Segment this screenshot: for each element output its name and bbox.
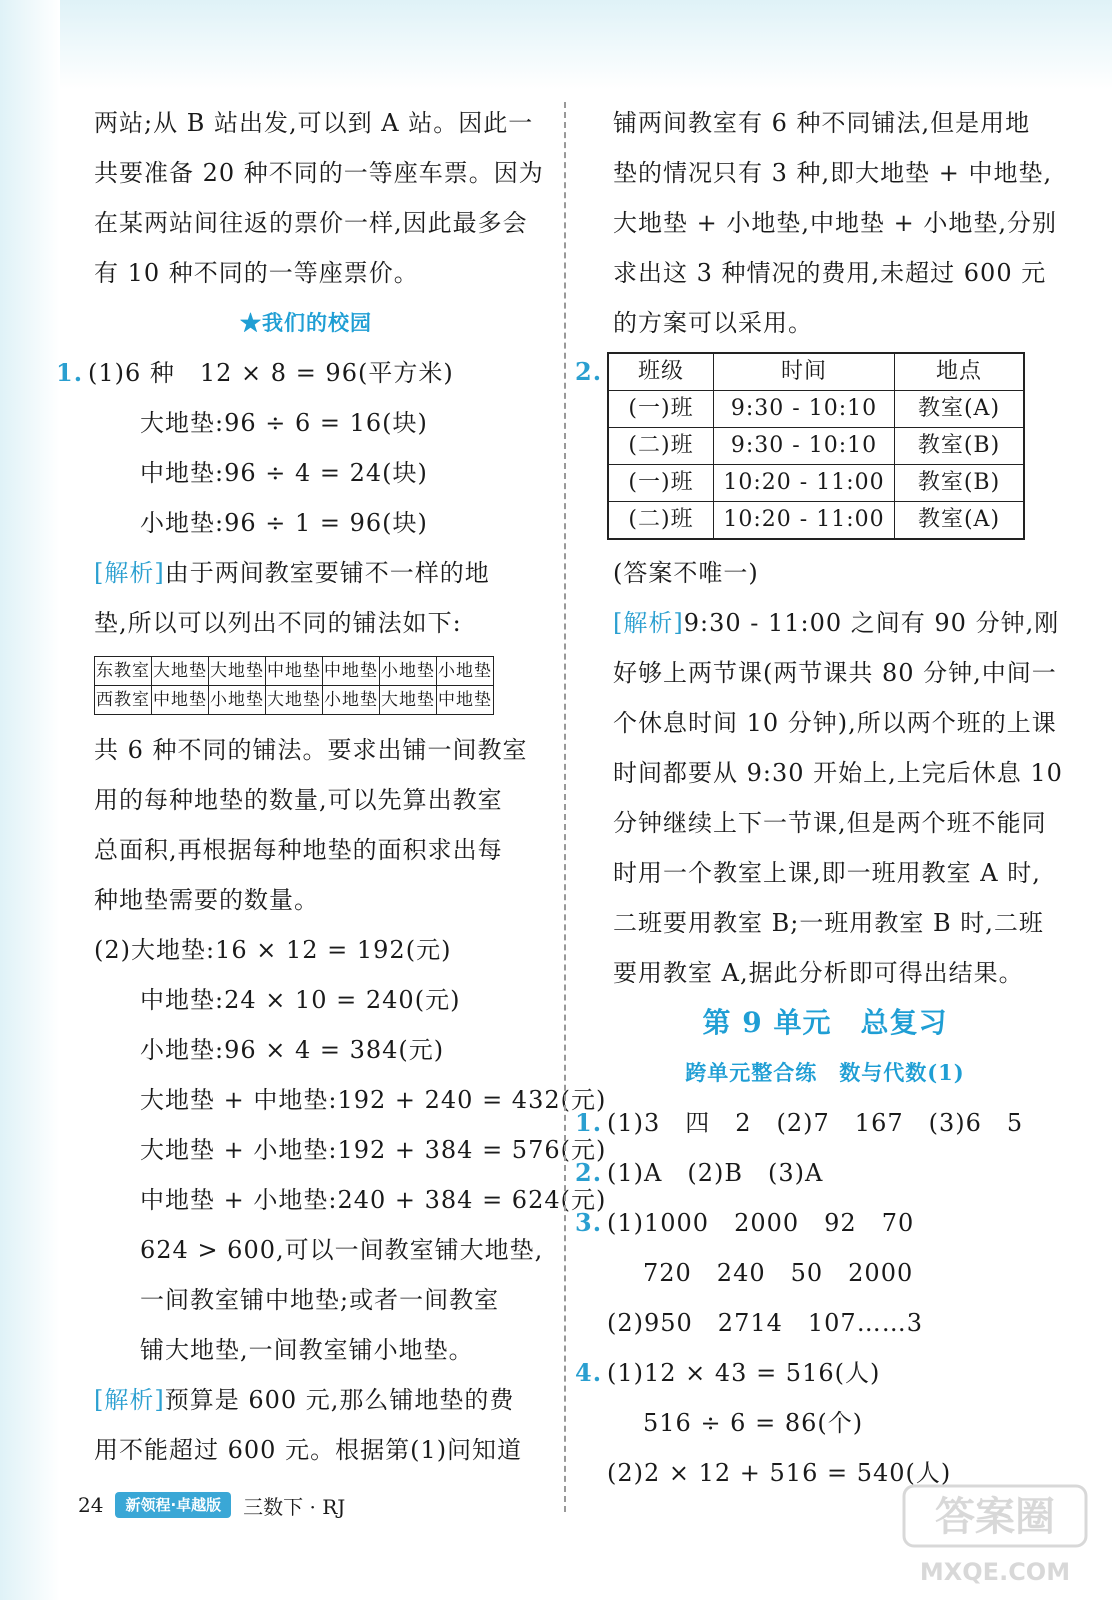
answer-line: (1)12 × 43 = 516(人): [607, 1359, 881, 1387]
table-cell: 10:20 - 11:00: [714, 465, 895, 502]
table-cell: 9:30 - 10:10: [714, 428, 895, 465]
text-line: 求出这 3 种情况的费用,未超过 600 元: [613, 259, 1047, 287]
calc-line: 大地垫 + 中地垫:192 + 240 = 432(元): [140, 1086, 607, 1114]
table-cell: (一)班: [608, 391, 714, 428]
text-line: 共 6 种不同的铺法。要求出铺一间教室: [94, 736, 528, 764]
calc-line: 中地垫:24 × 10 = 240(元): [140, 986, 461, 1014]
table-cell: 小地垫: [323, 686, 380, 715]
question-number: 4.: [575, 1358, 603, 1387]
right-column: [575, 98, 1075, 1498]
left-color-band: [0, 0, 60, 1600]
text-line: 铺两间教室有 6 种不同铺法,但是用地: [613, 109, 1031, 137]
text-line: 总面积,再根据每种地垫的面积求出每: [94, 836, 503, 864]
analysis-text: 用不能超过 600 元。根据第(1)问知道: [94, 1436, 523, 1464]
conclusion-line: 一间教室铺中地垫;或者一间教室: [140, 1286, 500, 1314]
table-row: [608, 502, 1024, 540]
answer-line: (1)3 四 2 (2)7 167 (3)6 5: [607, 1109, 1024, 1137]
text-line: 的方案可以采用。: [613, 309, 813, 337]
table-row: [608, 428, 1024, 465]
table-cell: 10:20 - 11:00: [714, 502, 895, 540]
table-row: [95, 686, 494, 715]
text-line: 在某两站间往返的票价一样,因此最多会: [94, 209, 528, 237]
answer-line: (1)A (2)B (3)A: [607, 1159, 824, 1187]
question-number: 1.: [56, 358, 84, 387]
table-cell: 教室(A): [895, 391, 1025, 428]
watermark-text-top: 答案圈: [935, 1494, 1055, 1540]
calc-line: 中地垫:96 ÷ 4 = 24(块): [140, 459, 428, 487]
page-footer: [78, 1490, 345, 1520]
table-cell: 小地垫: [437, 657, 494, 686]
table-row: [608, 391, 1024, 428]
analysis-text: 由于两间教室要铺不一样的地: [164, 559, 490, 587]
table-cell: 中地垫: [323, 657, 380, 686]
analysis-text: 垫,所以可以列出不同的铺法如下:: [94, 609, 462, 637]
table-cell: 教室(A): [895, 502, 1025, 540]
calc-line: 大地垫:96 ÷ 6 = 16(块): [140, 409, 428, 437]
table-row: [95, 657, 494, 686]
answer-line: (2)2 × 12 + 516 = 540(人): [607, 1459, 952, 1487]
page-number: 24: [78, 1493, 104, 1517]
conclusion-line: 铺大地垫,一间教室铺小地垫。: [140, 1336, 474, 1364]
table-header: 地点: [895, 353, 1025, 391]
analysis-text: 时用一个教室上课,即一班用教室 A 时,: [613, 859, 1041, 887]
grade-label: 三数下 · RJ: [243, 1494, 346, 1519]
table-cell: 大地垫: [380, 686, 437, 715]
top-color-band: [0, 0, 1112, 90]
table-cell: 西教室: [95, 686, 152, 715]
text-line: 有 10 种不同的一等座票价。: [94, 259, 419, 287]
table-cell: 中地垫: [266, 657, 323, 686]
calc-line: 大地垫 + 小地垫:192 + 384 = 576(元): [140, 1136, 607, 1164]
table-cell: 中地垫: [437, 686, 494, 715]
table-cell: 东教室: [95, 657, 152, 686]
unit-title: 第 9 单元 总复习: [702, 1006, 948, 1039]
column-divider: [564, 102, 566, 1512]
class-schedule-table: [607, 352, 1025, 540]
left-column: [56, 98, 607, 1475]
text-line: 垫的情况只有 3 种,即大地垫 + 中地垫,: [613, 159, 1053, 187]
text-line: 两站;从 B 站出发,可以到 A 站。因此一: [94, 109, 534, 137]
question-number: 1.: [575, 1108, 603, 1137]
analysis-text: 预算是 600 元,那么铺地垫的费: [164, 1386, 515, 1414]
calc-line: 小地垫:96 × 4 = 384(元): [140, 1036, 445, 1064]
table-header: 时间: [714, 353, 895, 391]
answer-line: 516 ÷ 6 = 86(个): [643, 1409, 864, 1437]
floor-mat-combinations-table: [94, 656, 494, 715]
answer-line: (1)1000 2000 92 70: [607, 1209, 915, 1237]
analysis-tag: [解析]: [94, 1386, 165, 1414]
text-line: 用的每种地垫的数量,可以先算出教室: [94, 786, 503, 814]
watermark-logo: [900, 1480, 1090, 1590]
table-cell: 大地垫: [152, 657, 209, 686]
analysis-text: 个休息时间 10 分钟),所以两个班的上课: [613, 709, 1057, 737]
analysis-text: 分钟继续上下一节课,但是两个班不能同: [613, 809, 1047, 837]
answer-line: (1)6 种 12 × 8 = 96(平方米): [88, 359, 454, 387]
table-cell: 大地垫: [266, 686, 323, 715]
analysis-text: 9:30 - 11:00 之间有 90 分钟,刚: [683, 609, 1060, 637]
question-number: 2.: [575, 1158, 603, 1187]
table-cell: (二)班: [608, 502, 714, 540]
table-cell: 中地垫: [152, 686, 209, 715]
watermark-text-bottom: MXQE.COM: [919, 1558, 1071, 1586]
text-line: 种地垫需要的数量。: [94, 886, 319, 914]
answer-line: 720 240 50 2000: [643, 1259, 914, 1287]
table-cell: 大地垫: [209, 657, 266, 686]
analysis-text: 二班要用教室 B;一班用教室 B 时,二班: [613, 909, 1044, 937]
question-number: 3.: [575, 1208, 603, 1237]
table-cell: 教室(B): [895, 428, 1025, 465]
analysis-tag: [解析]: [613, 609, 684, 637]
analysis-text: 要用教室 A,据此分析即可得出结果。: [613, 959, 1024, 987]
series-badge: 新领程·卓越版: [115, 1492, 231, 1518]
text-line: 大地垫 + 小地垫,中地垫 + 小地垫,分别: [613, 209, 1057, 237]
text-line: 共要准备 20 种不同的一等座车票。因为: [94, 159, 544, 187]
conclusion-line: 624 > 600,可以一间教室铺大地垫,: [140, 1236, 544, 1264]
question-number: 2.: [575, 357, 603, 386]
answer-note: (答案不唯一): [613, 559, 759, 587]
table-header: 班级: [608, 353, 714, 391]
answer-line: (2)大地垫:16 × 12 = 192(元): [94, 936, 452, 964]
unit-subtitle: 跨单元整合练 数与代数(1): [685, 1060, 965, 1085]
answer-line: (2)950 2714 107……3: [607, 1309, 923, 1337]
table-cell: 9:30 - 10:10: [714, 391, 895, 428]
calc-line: 中地垫 + 小地垫:240 + 384 = 624(元): [140, 1186, 607, 1214]
table-cell: 教室(B): [895, 465, 1025, 502]
table-header-row: [608, 353, 1024, 391]
analysis-tag: [解析]: [94, 559, 165, 587]
table-row: [608, 465, 1024, 502]
table-cell: (二)班: [608, 428, 714, 465]
table-cell: (一)班: [608, 465, 714, 502]
calc-line: 小地垫:96 ÷ 1 = 96(块): [140, 509, 428, 537]
analysis-text: 时间都要从 9:30 开始上,上完后休息 10: [613, 759, 1063, 787]
section-title-our-campus: ★我们的校园: [240, 310, 372, 335]
analysis-text: 好够上两节课(两节课共 80 分钟,中间一: [613, 659, 1057, 687]
table-cell: 小地垫: [209, 686, 266, 715]
table-cell: 小地垫: [380, 657, 437, 686]
